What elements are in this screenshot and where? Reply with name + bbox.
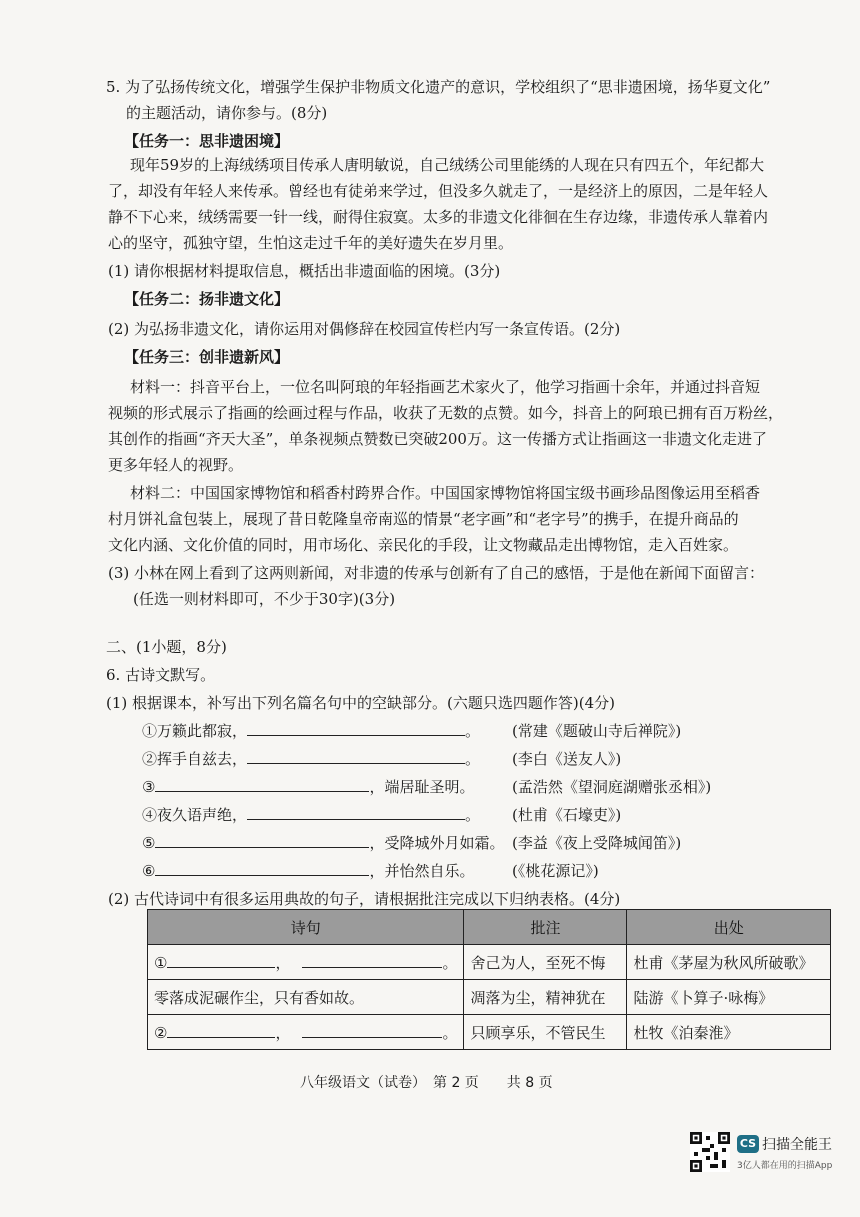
section2-heading: 二、(1小题，8分) <box>106 638 227 656</box>
poem-line-2 <box>142 748 480 770</box>
poem-line-suffix: 。 <box>465 750 481 768</box>
verse-cell: 零落成泥碾作尘，只有香如故。 <box>148 980 464 1015</box>
poem-source: (杜甫《石壕吏》) <box>512 806 622 824</box>
verse-cell: ② ， 。 <box>148 1015 464 1050</box>
poem-line-prefix: ⑤ <box>142 834 156 852</box>
answer-blank[interactable] <box>155 777 369 792</box>
answer-blank[interactable] <box>167 1023 275 1038</box>
answer-blank[interactable] <box>155 861 369 876</box>
cs-badge: CS <box>737 1135 759 1153</box>
poem-line-prefix: ②挥手自兹去， <box>142 750 248 768</box>
scanner-tagline: 3亿人都在用的扫描App <box>737 1161 833 1171</box>
allusion-table <box>147 909 831 1050</box>
poem-source: (孟浩然《望洞庭湖赠张丞相》) <box>512 778 712 796</box>
poem-line-suffix: ，端居耻圣明。 <box>369 778 475 796</box>
answer-blank[interactable] <box>167 953 275 968</box>
qr-code-icon <box>690 1132 730 1172</box>
poem-line-suffix: 。 <box>465 806 481 824</box>
task1-text-line: 现年59岁的上海绒绣项目传承人唐明敏说，自己绒绣公司里能绣的人现在只有四五个，年纪都大 <box>130 156 765 174</box>
poem-source: (《桃花源记》) <box>512 862 599 880</box>
note-cell: 舍己为人，至死不悔 <box>464 945 627 980</box>
material2-line: 材料二：中国国家博物馆和稻香村跨界合作。中国国家博物馆将国宝级书画珍品图像运用至稻香 <box>130 484 761 502</box>
table-row <box>148 1015 831 1050</box>
answer-blank[interactable] <box>247 721 465 736</box>
table-header-row <box>148 910 831 945</box>
source-cell: 杜牧《泊秦淮》 <box>627 1015 831 1050</box>
poem-line-prefix: ④夜久语声绝， <box>142 806 248 824</box>
task1-text-line: 了，却没有年轻人来传承。曾经也有徒弟来学过，但没多久就走了，一是经济上的原因，二是年轻人 <box>108 182 769 200</box>
poem-line-1 <box>142 720 480 742</box>
poem-source: (常建《题破山寺后禅院》) <box>512 722 682 740</box>
scanner-logo <box>737 1134 832 1154</box>
task1-text-line: 静不下心来，绒绣需要一针一线，耐得住寂寞。太多的非遗文化徘徊在生存边缘，非遗传承人靠着内 <box>108 208 769 226</box>
poem-line-suffix: 。 <box>465 722 481 740</box>
task3-heading: 【任务三：创非遗新风】 <box>124 348 290 366</box>
scanner-app-name: 扫描全能王 <box>762 1137 832 1153</box>
material1-line: 材料一：抖音平台上，一位名叫阿琅的年轻指画艺术家火了，他学习指画十余年，并通过抖音短 <box>130 378 761 396</box>
task1-heading: 【任务一：思非遗困境】 <box>124 132 290 150</box>
page-footer: 八年级语文（试卷） 第 2 页 共 8 页 <box>300 1075 553 1091</box>
poem-line-prefix: ③ <box>142 778 156 796</box>
answer-blank[interactable] <box>155 833 369 848</box>
column-header: 出处 <box>627 910 831 945</box>
material1-line: 视频的形式展示了指画的绘画过程与作品，收获了无数的点赞。如今，抖音上的阿琅已拥有百万粉丝， <box>108 404 784 422</box>
q5-title-line2: 的主题活动，请你参与。(8分) <box>126 104 328 122</box>
q5-title-line1: 5. 为了弘扬传统文化，增强学生保护非物质文化遗产的意识，学校组织了“思非遗困境，扬华夏文化” <box>106 78 771 96</box>
note-cell: 凋落为尘，精神犹在 <box>464 980 627 1015</box>
column-header: 诗句 <box>148 910 464 945</box>
table-row <box>148 945 831 980</box>
poem-line-suffix: ，受降城外月如霜。 <box>369 834 505 852</box>
source-cell: 杜甫《茅屋为秋风所破歌》 <box>627 945 831 980</box>
poem-line-suffix: ，并怡然自乐。 <box>369 862 475 880</box>
answer-blank[interactable] <box>302 953 442 968</box>
verse-cell: ① ， 。 <box>148 945 464 980</box>
column-header: 批注 <box>464 910 627 945</box>
task1-text-line: 心的坚守，孤独守望，生怕这走过千年的美好遗失在岁月里。 <box>108 234 514 252</box>
poem-line-4 <box>142 804 480 826</box>
poem-line-5 <box>142 832 504 854</box>
material1-line: 更多年轻人的视野。 <box>108 456 244 474</box>
note-cell: 只顾享乐，不管民生 <box>464 1015 627 1050</box>
verse-number: ② <box>154 1023 168 1042</box>
poem-source: (李白《送友人》) <box>512 750 622 768</box>
table-row <box>148 980 831 1015</box>
q6-sub2: (2) 古代诗词中有很多运用典故的句子，请根据批注完成以下归纳表格。(4分) <box>108 890 621 908</box>
q6-title: 6. 古诗文默写。 <box>106 666 216 684</box>
source-cell: 陆游《卜算子·咏梅》 <box>627 980 831 1015</box>
verse-number: ① <box>154 953 168 972</box>
task2-heading: 【任务二：扬非遗文化】 <box>124 290 290 308</box>
q5-sub3-line2: (任选一则材料即可，不少于30字)(3分) <box>133 590 396 608</box>
material1-line: 其创作的指画“齐天大圣”，单条视频点赞数已突破200万。这一传播方式让指画这一非遗文化走进了 <box>108 430 767 448</box>
material2-line: 文化内涵、文化价值的同时，用市场化、亲民化的手段，让文物藏品走出博物馆，走入百姓家。 <box>108 536 739 554</box>
poem-line-3 <box>142 776 474 798</box>
material2-line: 村月饼礼盒包装上，展现了昔日乾隆皇帝南巡的情景“老字画”和“老字号”的携手，在提升商品的 <box>108 510 739 528</box>
poem-line-6 <box>142 860 474 882</box>
answer-blank[interactable] <box>302 1023 442 1038</box>
q5-sub2: (2) 为弘扬非遗文化，请你运用对偶修辞在校园宣传栏内写一条宣传语。(2分) <box>108 320 621 338</box>
poem-line-prefix: ⑥ <box>142 862 156 880</box>
q5-sub3-line1: (3) 小林在网上看到了这两则新闻，对非遗的传承与创新有了自己的感悟，于是他在新闻下面留言： <box>108 564 765 582</box>
answer-blank[interactable] <box>247 805 465 820</box>
q5-sub1: (1) 请你根据材料提取信息，概括出非遗面临的困境。(3分) <box>108 262 501 280</box>
poem-source: (李益《夜上受降城闻笛》) <box>512 834 682 852</box>
answer-blank[interactable] <box>247 749 465 764</box>
q6-sub1: (1) 根据课本，补写出下列名篇名句中的空缺部分。(六题只选四题作答)(4分) <box>106 694 615 712</box>
poem-line-prefix: ①万籁此都寂， <box>142 722 248 740</box>
